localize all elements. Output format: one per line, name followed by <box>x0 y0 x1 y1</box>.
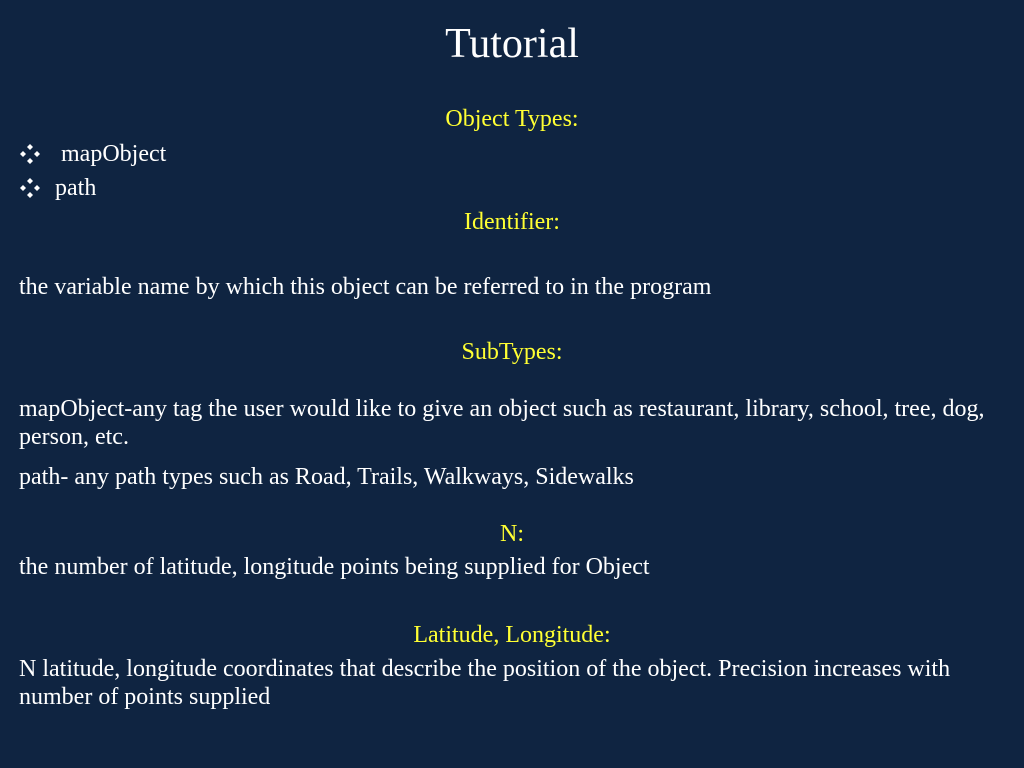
diamond-bullet-icon <box>19 143 41 165</box>
slide-title: Tutorial <box>445 21 579 67</box>
n-heading: N: <box>500 521 524 547</box>
subtypes-mapobject-text: mapObject-any tag the user would like to give an object such as restaurant, library, school, tree, dog, person, etc. <box>19 396 985 450</box>
subtypes-heading: SubTypes: <box>461 339 563 365</box>
object-types-heading: Object Types: <box>445 106 579 132</box>
lat-long-text: N latitude, longitude coordinates that describe the position of the object. Precision increases with number of points supplied <box>19 656 951 710</box>
diamond-bullet-icon <box>19 177 41 199</box>
identifier-text: the variable name by which this object can be referred to in the program <box>19 274 712 300</box>
identifier-heading: Identifier: <box>464 209 560 235</box>
subtypes-path-text: path- any path types such as Road, Trails, Walkways, Sidewalks <box>19 464 634 490</box>
bullet-label: path <box>55 175 97 201</box>
lat-long-heading: Latitude, Longitude: <box>413 622 611 648</box>
bullet-label: mapObject <box>61 141 167 167</box>
bullet-item-path <box>19 173 96 203</box>
bullet-item-mapobject <box>19 139 166 169</box>
n-text: the number of latitude, longitude points being supplied for Object <box>19 554 650 580</box>
